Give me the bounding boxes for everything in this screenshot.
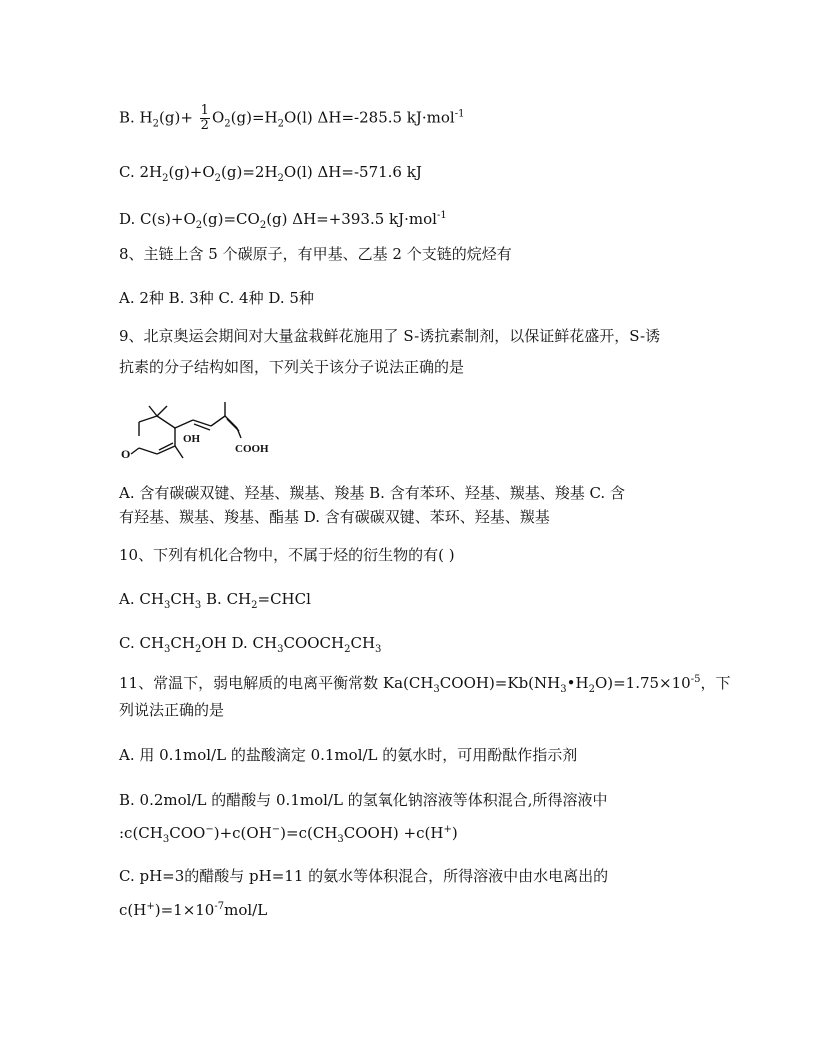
question-11-option-b-line1: B. 0.2mol/L 的醋酸与 0.1mol/L 的氢氧化钠溶液等体积混合,所得溶液中	[119, 791, 608, 809]
question-11-option-c-line1: C. pH=3的醋酸与 pH=11 的氨水等体积混合，所得溶液中由水电离出的	[119, 867, 609, 885]
question-9-options-line1: A. 含有碳碳双键、羟基、羰基、羧基 B. 含有苯环、羟基、羰基、羧基 C. 含	[119, 484, 625, 502]
question-9-line1: 9、北京奥运会期间对大量盆栽鲜花施用了 S-诱抗素制剂，以保证鲜花盛开，S-诱	[119, 327, 661, 345]
question-11-option-c-line2: $c(H^+)=1\times 10^{-7}mol/L$	[119, 901, 268, 919]
option-d-line: D. $C(s)+O_2(g)=CO_2(g)$ ΔH=+393.5 kJ·mol$^{-1}$	[119, 210, 447, 231]
option-b-line: B. $H_2(g)+$ $\frac{1}{2}$ $O_2(g)=H_2O(l)$ ΔH=-285.5 kJ·mol$^{-1}$	[119, 103, 465, 133]
question-11-option-a: A. 用 0.1mol/L 的盐酸滴定 0.1mol/L 的氨水时，可用酚酞作指示剂	[119, 746, 578, 764]
question-10-stem: 10、下列有机化合物中，不属于烃的衍生物的有( )	[119, 546, 455, 564]
mol-label-o: O	[121, 447, 131, 461]
question-8-options: A. 2种 B. 3种 C. 4种 D. 5种	[119, 289, 314, 307]
fraction-half: $\frac{1}{2}$	[200, 103, 209, 133]
molecule-structure-diagram	[119, 396, 279, 466]
question-9-line2: 抗素的分子结构如图，下列关于该分子说法正确的是	[119, 358, 465, 376]
question-11-option-b-line2: $:c(CH_3COO^-)+c(OH^-)=c(CH_3COOH) +c(H^+)$	[119, 824, 458, 845]
question-8-stem: 8、主链上含 5 个碳原子，有甲基、乙基 2 个支链的烷烃有	[119, 245, 512, 263]
mol-label-oh: OH	[183, 433, 201, 445]
question-10-options-ab: A. $CH_3CH_3$ B. $CH_2=CHCl$	[119, 590, 311, 611]
question-11-line2: 列说法正确的是	[119, 701, 225, 719]
question-11-line1: 11、常温下，弱电解质的电离平衡常数 $Ka(CH_3COOH)=Kb(NH_3•H_2O)=1.75\times 10^{-5}$，下	[119, 674, 731, 695]
option-c-line: C. $2H_2(g)+O_2(g)=2H_2O(l)$ ΔH=-571.6 kJ	[119, 163, 422, 184]
mol-label-cooh: COOH	[235, 443, 269, 455]
question-9-options-line2: 有羟基、羰基、羧基、酯基 D. 含有碳碳双键、苯环、羟基、羰基	[119, 508, 550, 526]
question-10-options-cd: C. $CH_3CH_2OH$ D. $CH_3COOCH_2CH_3$	[119, 634, 382, 655]
